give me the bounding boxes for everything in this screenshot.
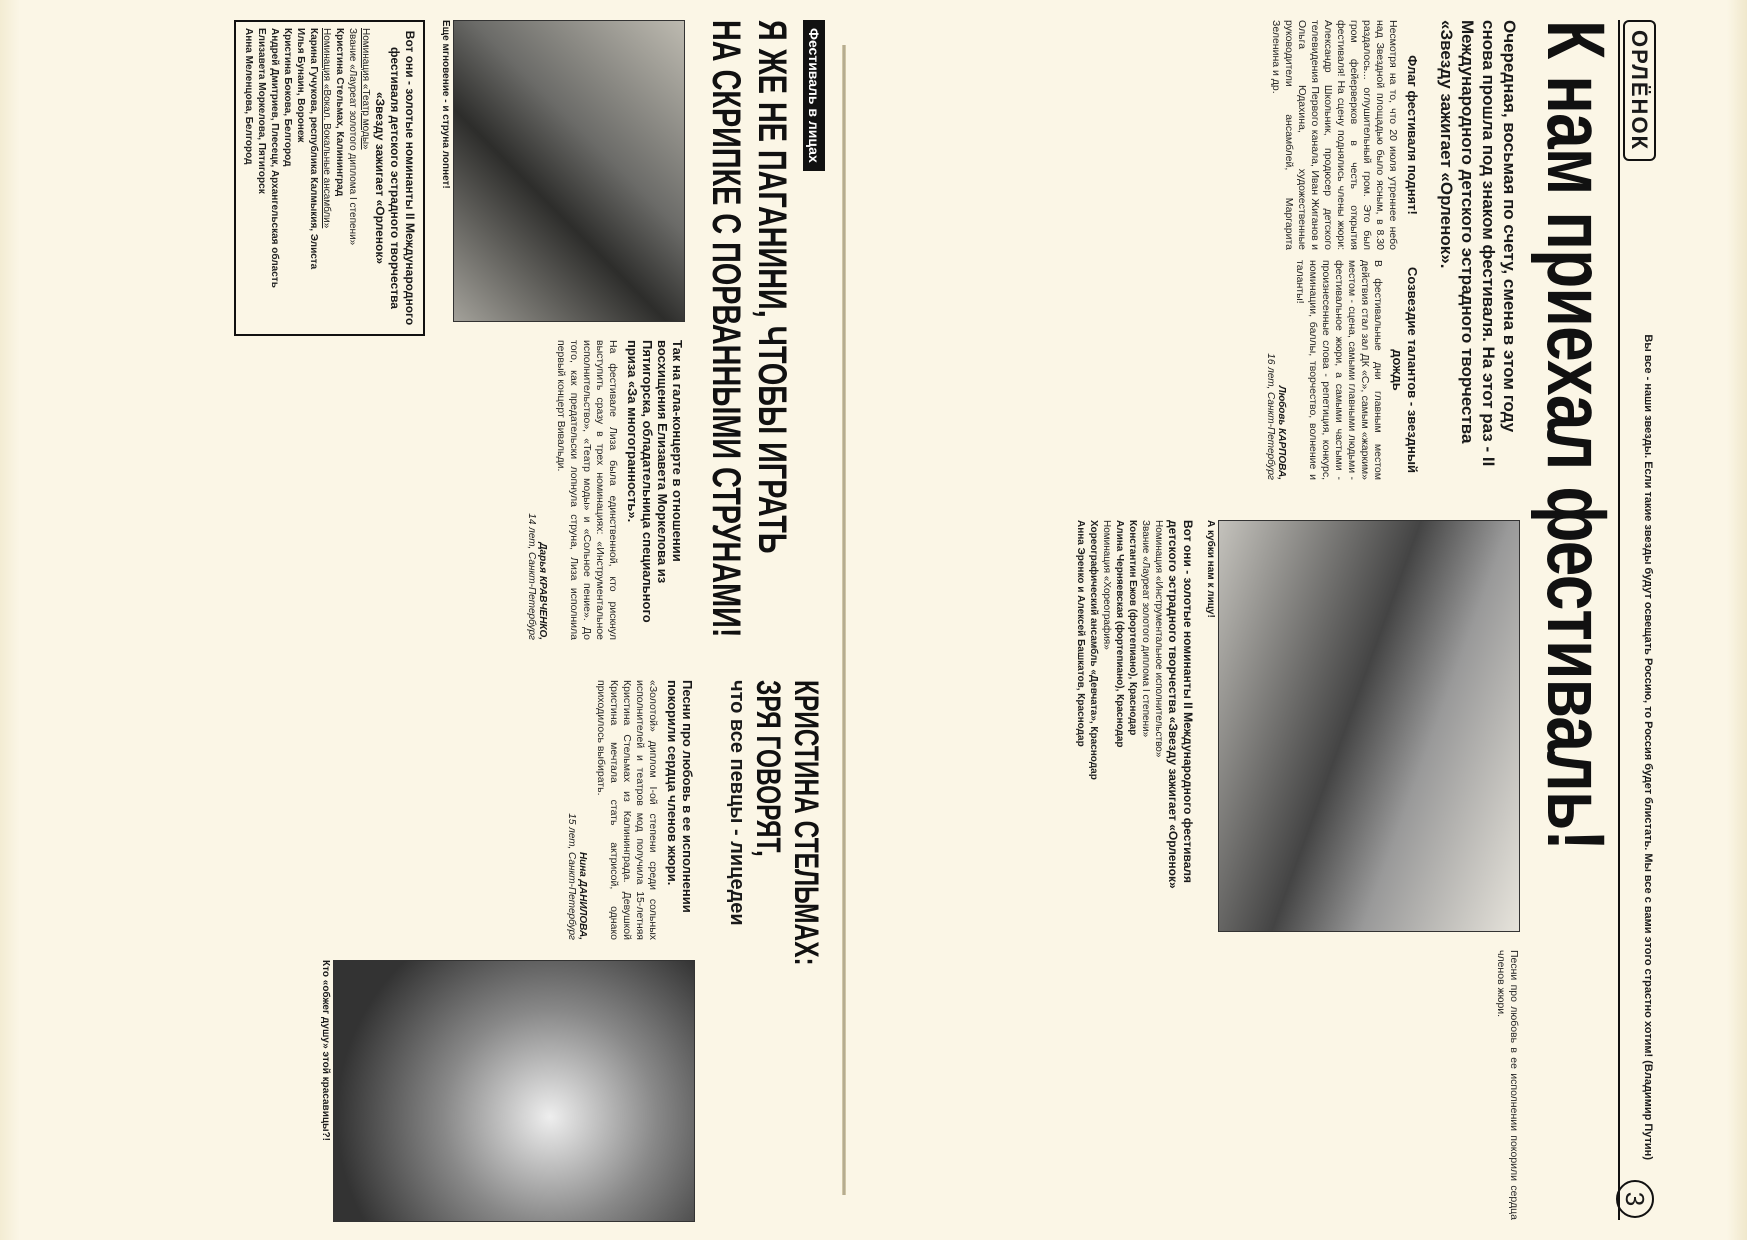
kristina-article (725, 680, 825, 1220)
winner-line: Кристина Стельмах, Калининград (334, 28, 345, 197)
winner-line: Звание «Лауреат золотого диплома I степени» (1140, 520, 1151, 738)
kristina-preview: Песни про любовь в ее исполнении покорили сердца членов жюри. (1495, 950, 1520, 1220)
winner-line: Илья Бунаин, Воронеж (295, 28, 306, 143)
trophy-photo (1218, 520, 1520, 932)
winner-line: Елизавета Моркелова, Пятигорск (256, 28, 267, 194)
winner-line: Кристина Бокова, Белгород (282, 28, 293, 167)
kristina-headline-1: КРИСТИНА СТЕЛЬМАХ: (787, 680, 825, 966)
author-place: 14 лет, Санкт-Петербург (526, 513, 537, 640)
photo-caption: Еще мгновение - и струна лопнет! (440, 20, 451, 189)
winner-line: Карина Гучукова, республика Калмыкия, Элиста (308, 28, 319, 270)
winner-line: Номинация «Вокал. Вокальные ансамбли» (321, 28, 332, 229)
photo-caption: Кто «обжег душу» этой красавицы?! (320, 960, 331, 1141)
paganini-headline-2: НА СКРИПКЕ С ПОРВАННЫМИ СТРУНАМИ! (704, 20, 748, 638)
article-body: Несмотря на то, что 20 июля утреннее небо над Звездной площадью было ясным, в 8.30 раздалось... оглушительный гром. Это был гром фейерверков в честь открытия фестиваля! На сцену поднялись члены жюри: Александр Школьник, продюсер детского телевидения Первого канала, Иван Жиганов и Ольга Юдахина, художественные руководители ансамблей, Маргарита Зеленина и др. (1270, 20, 1399, 250)
winner-line: Номинация «Инструментальное исполнительство» (1153, 520, 1164, 758)
kristina-headline-2: ЗРЯ ГОВОРЯТ, (749, 680, 787, 857)
winner-line: Алина Черняевская (фортепиано), Краснодар (1114, 520, 1125, 748)
logo: ОРЛЁНОК (1626, 20, 1652, 161)
quote: Вы все - наши звезды. Если такие звезды будут освещать Россию, то Россия будет блистать. Мы все с вами этого страстно хотим! (Владимир Путин) (1642, 334, 1654, 1160)
paganini-headline-1: Я ЖЕ НЕ ПАГАНИНИ, ЧТОБЫ ИГРАТЬ (750, 20, 794, 554)
article-flag (1269, 20, 1420, 250)
article-rain (1265, 260, 1420, 480)
article-body: На фестивале Лиза была единственной, кто рискнул выступить сразу в трех номинациях: «Инструментальное исполнительство», «Театр моды» и «Сольное пение». До того, как предательски лопнула струна, Лиза исполнила первый концерт Вивальди. (555, 340, 619, 640)
article-body: «Золотой» диплом I-ой степени среди сольных исполнителей и театров мод получила 15-летняя Кристина Стельмах из Калининграда. Девушкой Кристина мечтала стать актрисой, однако приходилось выбирать. (595, 680, 659, 940)
newspaper-page-top (880, 0, 1660, 1240)
winner-line: Анна Меленцова, Белгород (243, 28, 254, 165)
violinist-photo (453, 20, 685, 322)
article-intro: Так на гала-концерте в отношении восхищения Елизавета Моркелова из Пятигорска, обладательница специального приза «За многогранность». (625, 340, 685, 623)
kristina-photo (333, 960, 695, 1222)
winner-line: Звание «Лауреат золотого диплома I степени» (347, 28, 358, 246)
kristina-body (566, 680, 695, 940)
newspaper-page-bottom (55, 0, 835, 1240)
winner-line: Номинация «Хореография» (1101, 520, 1112, 650)
photo-caption: А кубки нам к лицу! (1205, 520, 1216, 618)
author-place: 15 лет, Санкт-Петербург (566, 813, 577, 940)
winner-line: Номинация «Театр моды» (360, 28, 371, 150)
kristina-headline-3: что все певцы - лицедеи (726, 680, 748, 926)
article-title: Флаг фестиваля поднят! (1405, 55, 1420, 215)
author: Любовь КАРПОВА, (1276, 385, 1287, 480)
kristina-intro (1494, 950, 1520, 1220)
paganini-article (526, 340, 685, 640)
author-place: 16 лет, Санкт-Петербург (1265, 353, 1276, 480)
winner-line: Анна Эренко и Алексей Башкатов, Краснодар (1075, 520, 1086, 747)
winner-line: Хореографический ансамбль «Девчата», Краснодар (1088, 520, 1099, 780)
author: Дарья КРАВЧЕНКО, (537, 542, 548, 640)
winner-line: Константин Ежов (фортепиано), Краснодар (1127, 520, 1138, 736)
winners-box-top (1074, 520, 1195, 930)
article-title: Созвездие талантов - звездный дождь (1390, 266, 1420, 473)
winners-title: Вот они - золотые номинанты II Международного фестиваля детского эстрадного творчества «Звезду зажигает «Орленок» (1166, 520, 1195, 889)
main-headline: К нам приехал фестиваль! (1530, 20, 1621, 851)
section-banner: Фестиваль в лицах (803, 20, 825, 171)
newspaper-fold (842, 45, 846, 1195)
author: Нина ДАНИЛОВА, (577, 851, 588, 940)
winners-box-bottom (234, 20, 425, 336)
winner-line: Андрей Дмитриев, Плесецк, Архангельская область (269, 28, 280, 288)
article-intro: Песни про любовь в ее исполнении покорили сердца членов жюри. (665, 680, 695, 913)
winners-title: Вот они - золотые номинанты II Международного фестиваля детского эстрадного творчества «Звезду зажигает «Орленок» (373, 30, 417, 326)
page-number: 3 (1616, 1180, 1654, 1218)
lead-paragraph: Очередная, восьмая по счету, смена в этом году снова прошла под знаком фестиваля. На этот раз - II Международного детского эстрадного творчества «Звезду зажигает «Орленок». (1437, 20, 1519, 467)
article-body: В фестивальные дни главным местом действия стал зал ДК «С», самым «жарким» местом - сцена, самыми главными людьми - фестивальное жюри, а самыми частыми - произнесенные слова - репетиция, конкурс, номинации, баллы, творчество, волнение и таланты! (1294, 260, 1384, 480)
